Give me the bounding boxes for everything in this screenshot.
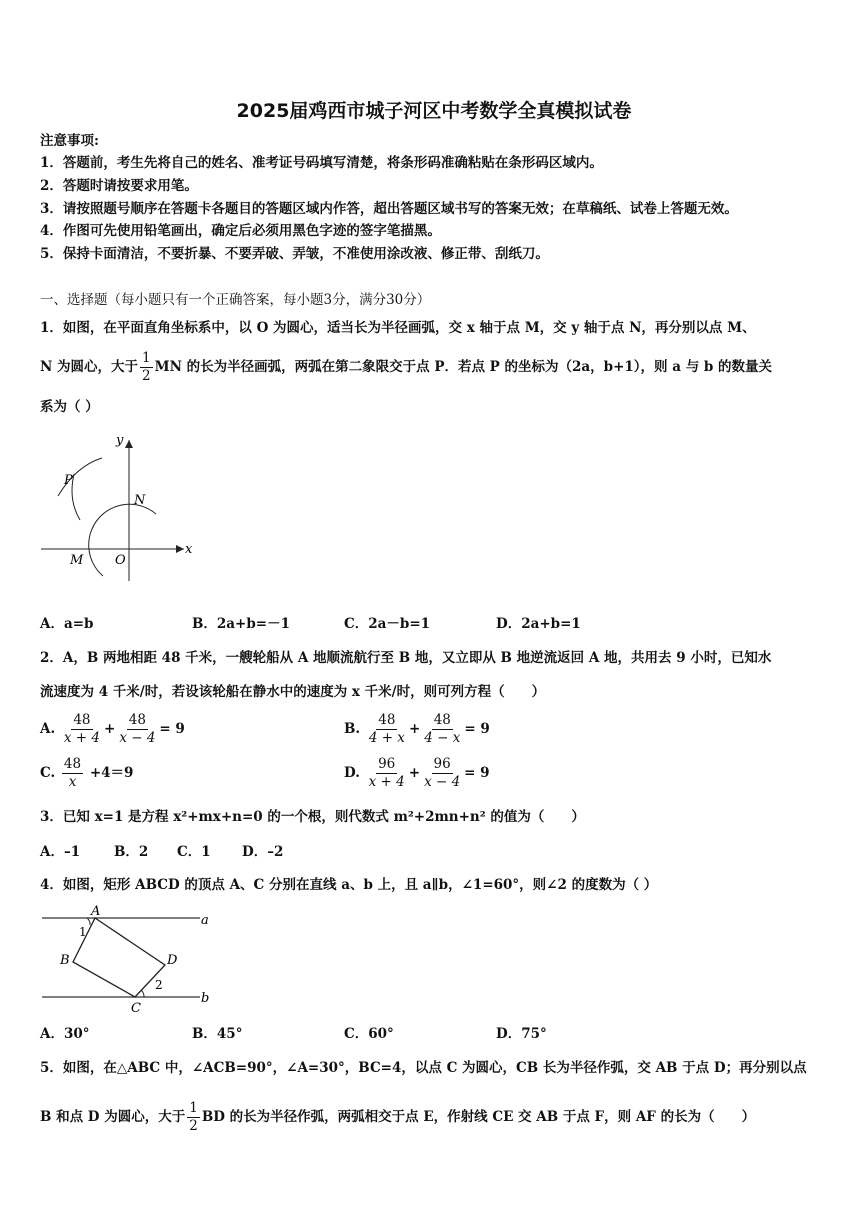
fraction [422, 712, 462, 747]
fraction-numerator: 48 [128, 712, 146, 728]
notice-item: 5．保持卡面清洁，不要折暴、不要弄破、弄皱，不准使用涂改液、修正带、刮纸刀。 [40, 246, 549, 262]
notice-item: 1．答题前，考生先将自己的姓名、准考证号码填写清楚，将条形码准确粘贴在条形码区域内。 [40, 155, 603, 171]
section-heading: 一、选择题（每小题只有一个正确答案，每小题3分，满分30分） [40, 292, 431, 308]
q1-text: N 为圆心，大于 [40, 359, 139, 375]
rectangle-figure [38, 902, 218, 1014]
fraction-numerator: 48 [378, 712, 396, 728]
fraction-numerator: 48 [63, 756, 82, 772]
fraction-numerator: 1 [142, 350, 151, 366]
q4-option-d: D．75° [496, 1026, 547, 1042]
vertex-c-label: C [131, 1001, 141, 1014]
plus-sign: + [104, 721, 116, 737]
fraction-numerator: 48 [73, 712, 91, 728]
q5-stem-line2 [40, 1100, 755, 1135]
angle-1-label: 1 [79, 925, 87, 939]
q2-option-c [40, 756, 133, 791]
fraction-numerator: 1 [189, 1100, 198, 1116]
option-label: D. [344, 765, 360, 781]
fraction-denominator: 2 [189, 1118, 198, 1134]
q1-option-d: D．2a+b=1 [496, 616, 581, 632]
fraction [62, 756, 83, 791]
notice-item: 3．请按照题号顺序在答题卡各题目的答题区域内作答，超出答题区域书写的答案无效；在草稿纸、试卷上答题无效。 [40, 201, 738, 217]
angle-1-arc [87, 918, 90, 925]
fraction-denominator: x + 4 [63, 730, 100, 746]
fraction [367, 712, 407, 747]
fraction-denominator: 2 [142, 368, 151, 384]
fraction-numerator: 96 [378, 756, 396, 772]
q3-option-a: A．–1 [40, 844, 81, 860]
equation-rest: +4＝9 [89, 765, 134, 781]
line-a-label: a [201, 913, 209, 928]
equals-part: = 9 [464, 721, 490, 737]
q3-option-c: C．1 [177, 844, 211, 860]
half-fraction [140, 350, 153, 385]
fraction-denominator: x [68, 774, 77, 790]
q5-text: BD 的长为半径作弧，两弧相交于点 E，作射线 CE 交 AB 于点 F，则 AF 的长为（ ） [201, 1109, 756, 1125]
arc-from-n [72, 474, 80, 520]
fraction-denominator: x + 4 [368, 774, 405, 790]
q1-stem-line1: 1．如图，在平面直角坐标系中，以 O 为圆心，适当长为半径画弧，交 x 轴于点 M，交 y 轴于点 N，再分别以点 M、 [40, 320, 756, 336]
fraction [367, 756, 407, 791]
coordinate-figure [36, 426, 206, 586]
y-axis-arrow-icon [125, 440, 133, 448]
q1-stem-line3: 系为（ ） [40, 399, 99, 415]
notice-item: 2．答题时请按要求用笔。 [40, 178, 198, 194]
q2-option-b [344, 712, 490, 747]
y-label: y [116, 433, 124, 448]
q5-stem-line1: 5．如图，在△ABC 中，∠ACB=90°，∠A=30°，BC=4，以点 C 为圆心，CB 长为半径作弧，交 AB 于点 D；再分别以点 [40, 1060, 807, 1076]
q1-text: MN 的长为半径画弧，两弧在第二象限交于点 P．若点 P 的坐标为（2a，b+1），则 a 与 b 的数量关 [154, 359, 773, 375]
angle-2-arc [141, 990, 144, 997]
fraction-denominator: x − 4 [424, 774, 461, 790]
q4-option-c: C．60° [344, 1026, 394, 1042]
q2-stem-line2: 流速度为 4 千米/时，若设该轮船在静水中的速度为 x 千米/时，则可列方程（ ） [40, 684, 546, 700]
point-n-label: N [134, 493, 146, 508]
q4-stem: 4．如图，矩形 ABCD 的顶点 A、C 分别在直线 a、b 上，且 a∥b，∠1=60°，则∠2 的度数为（ ） [40, 877, 658, 893]
fraction [117, 712, 157, 747]
half-fraction [187, 1100, 200, 1135]
equals-part: = 9 [159, 721, 185, 737]
fraction-denominator: 4 + x [368, 730, 405, 746]
option-label: C. [40, 765, 56, 781]
equals-part: = 9 [464, 765, 490, 781]
q2-stem-line1: 2．A，B 两地相距 48 千米，一艘轮船从 A 地顺流航行至 B 地，又立即从 B 地逆流返回 A 地，共用去 9 小时，已知水 [40, 650, 772, 666]
fraction [62, 712, 102, 747]
point-o-label: O [115, 553, 126, 568]
q4-option-a: A．30° [40, 1026, 90, 1042]
rectangle-abcd [73, 918, 165, 997]
fraction-numerator: 96 [433, 756, 451, 772]
fraction [422, 756, 462, 791]
option-label: B. [344, 721, 361, 737]
q2-option-a [40, 712, 185, 747]
fraction-denominator: x − 4 [119, 730, 156, 746]
q2-option-d [344, 756, 490, 791]
fraction-numerator: 48 [433, 712, 451, 728]
x-axis-arrow-icon [176, 545, 184, 553]
q1-stem-line2 [40, 350, 772, 385]
fraction-denominator: 4 − x [424, 730, 461, 746]
q1-option-c: C．2a－b=1 [344, 616, 431, 632]
vertex-b-label: B [60, 953, 70, 968]
plus-sign: + [408, 721, 421, 737]
q3-stem: 3．已知 x=1 是方程 x²+mx+n=0 的一个根，则代数式 m²+2mn+n² 的值为（ ） [40, 809, 585, 825]
notice-heading: 注意事项: [40, 133, 99, 149]
q3-option-d: D．–2 [242, 844, 284, 860]
q5-text: B 和点 D 为圆心，大于 [40, 1109, 186, 1125]
q3-option-b: B．2 [114, 844, 149, 860]
q1-option-b: B．2a+b=－1 [192, 616, 291, 632]
vertex-d-label: D [167, 953, 178, 968]
angle-2-label: 2 [155, 978, 163, 992]
plus-sign: + [408, 765, 421, 781]
page-title: 2025届鸡西市城子河区中考数学全真模拟试卷 [236, 100, 632, 122]
x-label: x [185, 542, 193, 557]
line-b-label: b [201, 991, 210, 1006]
point-m-label: M [70, 553, 84, 568]
q4-option-b: B．45° [192, 1026, 243, 1042]
q1-option-a: A．a=b [40, 616, 94, 632]
option-label: A. [40, 721, 56, 737]
notice-item: 4．作图可先使用铅笔画出，确定后必须用黑色字迹的签字笔描黑。 [40, 223, 441, 239]
vertex-a-label: A [91, 904, 101, 919]
point-p-label: P [64, 473, 73, 488]
